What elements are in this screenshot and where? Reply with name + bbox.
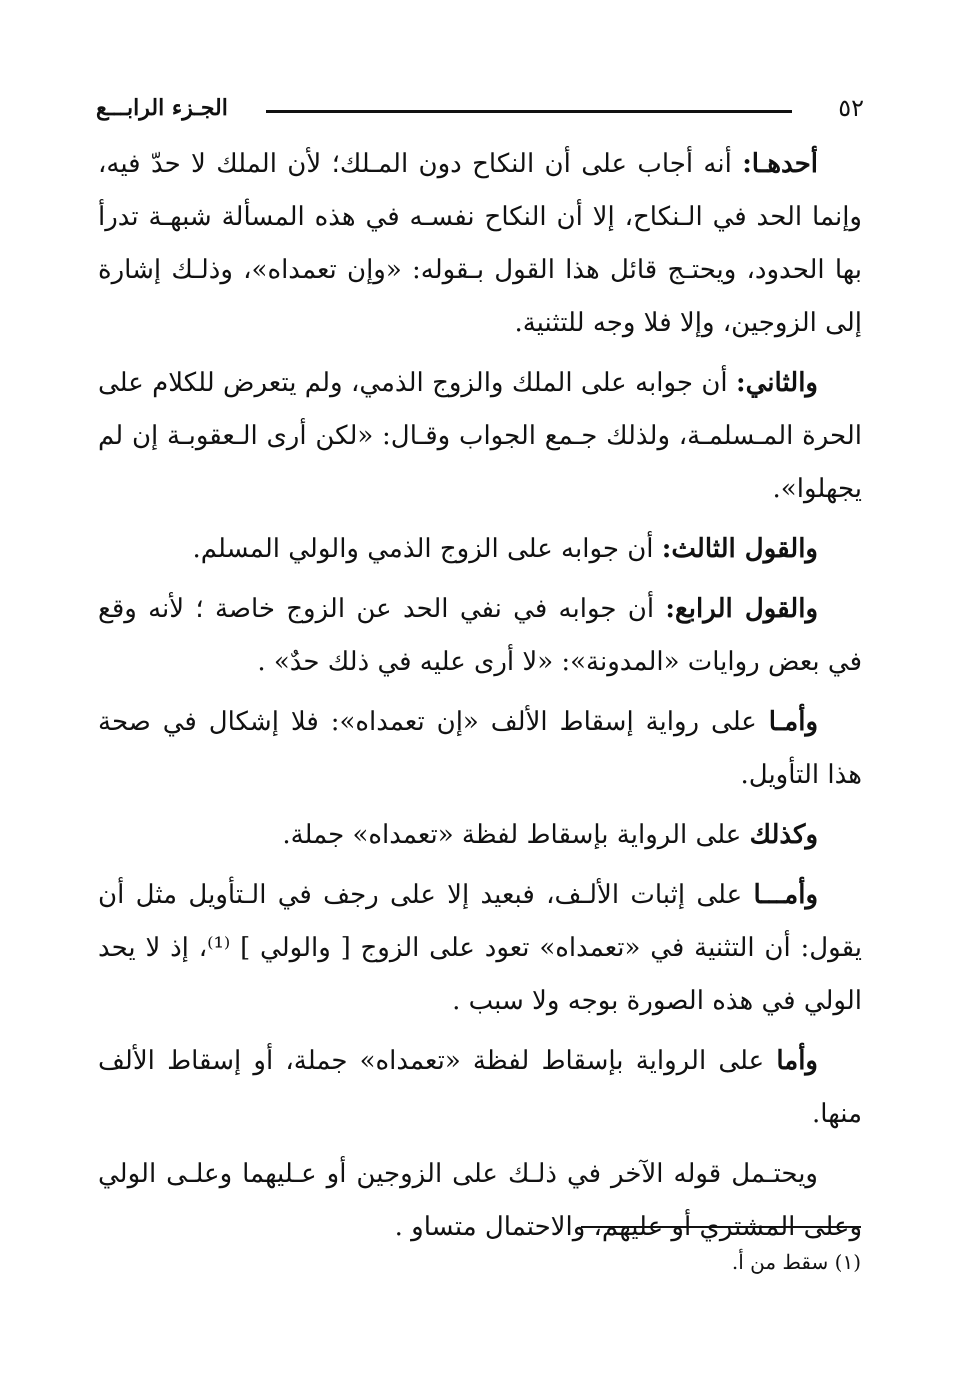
paragraph-text: ويحتـمل قوله الآخر في ذلـك على الزوجين أو عـليهما وعلـى الولي وعلى المشتري أو عليهم، والاحتمال متساو . [98,1159,862,1242]
paragraph-1 [98,138,862,350]
paragraph-8 [98,1035,862,1141]
body-text [98,138,862,1261]
paragraph-text: على إثبات الألـف، فبعيد إلا على رجف في الـتأويل مثل أن يقول: أن التثنية في «تعمداه» تعود على الزوج [ والولي ] ⁽¹⁾، إذ لا يحد الولي في هذه الصورة بوجه ولا سبب . [98,880,862,1016]
paragraph-7 [98,869,862,1028]
paragraph-text: على رواية إسقاط الألف «إن تعمداه»: فلا إشكال في صحة هذا التأويل. [98,707,862,790]
running-title: الجـزء الرابـــع [96,95,228,121]
paragraph-9 [98,1148,862,1254]
page-header [96,88,864,128]
paragraph-text: أن جوابه على الملك والزوج الذمي، ولم يتعرض للكلام على الحرة المـسلمـة، ولذلك جـمع الجواب وقـال: «لكن أرى الـعقوبـة إن لم يجهلوا». [98,368,862,504]
paragraph-text: أن جوابه على الزوج الذمي والولي المسلم. [192,534,662,564]
paragraph-text: على الرواية بإسقاط لفظة «تعمداه» جملة. [282,820,750,850]
paragraph-lead: وأمـا [768,707,818,737]
paragraph-lead: أحدهـا: [742,149,818,179]
paragraph-text: على الرواية بإسقاط لفظة «تعمداه» جملة، أو إسقاط الألف منها. [98,1046,862,1129]
paragraph-text: أنه أجاب على أن النكاح دون المـلك؛ لأن الملك لا حدّ فيه، وإنما الحد في الـنكاح، إلا أن النكاح نفسـه في هذه المسألة شبهـة تدرأ بها الحدود، ويحتـج قائل هذا القول بـقوله: «وإن تعمداه»، وذلـك إشارة إلى الزوجين، وإلا فلا وجه للتثنية. [98,149,862,338]
paragraph-2 [98,357,862,516]
paragraph-lead: وأمـــا [753,880,818,910]
page-number: ٥٢ [838,94,864,122]
header-rule [266,110,792,113]
paragraph-lead: والثاني: [736,368,818,398]
paragraph-text: أن جوابه في نفي الحد عن الزوج خاصة ؛ لأنه وقع في بعض روايات «المدونة»: «لا أرى عليه في ذلك حدٌ» . [98,594,862,677]
paragraph-4 [98,583,862,689]
paragraph-lead: والقول الرابع: [665,594,818,624]
paragraph-lead: وكذلك [749,820,818,850]
paragraph-6 [98,809,862,862]
footnote: (١) سقط من أ. [731,1250,861,1274]
paragraph-lead: وأما [776,1046,818,1076]
paragraph-lead: والقول الثالث: [661,534,818,564]
paragraph-5 [98,696,862,802]
paragraph-3 [98,523,862,576]
footnote-rule [581,1226,861,1228]
